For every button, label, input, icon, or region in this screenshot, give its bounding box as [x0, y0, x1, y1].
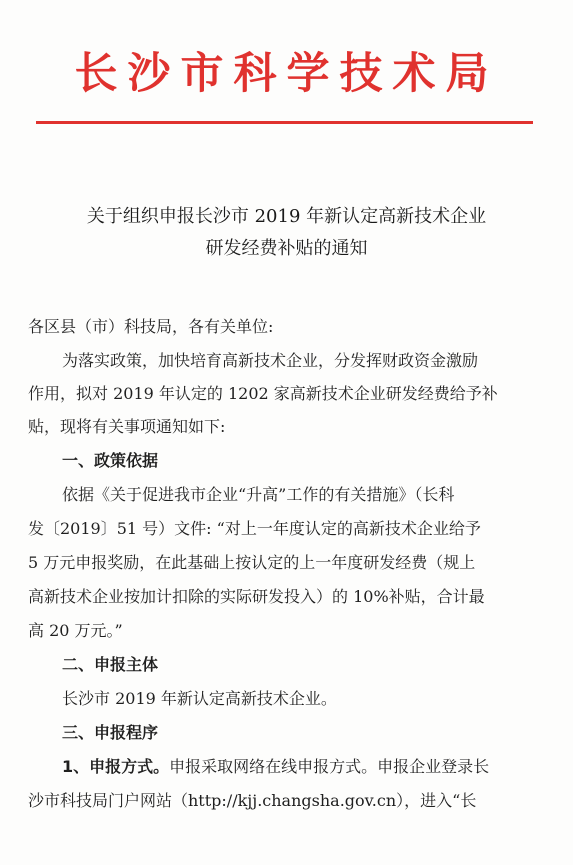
- section-2-text: 长沙市 2019 年新认定高新技术企业。: [62, 689, 337, 708]
- section-3-item-1-label: 1、申报方式。: [62, 757, 170, 776]
- section-3-item-1-line-1: [62, 756, 548, 778]
- section-1-line-5: 高 20 万元。”: [28, 621, 123, 640]
- section-1-line-2: 发〔2019〕51 号）文件: “对上一年度认定的高新技术企业给予: [28, 519, 481, 538]
- notice-title-line-2: 研发经费补贴的通知: [205, 238, 368, 259]
- intro-line-1: 为落实政策，加快培育高新技术企业，分发挥财政资金激励: [62, 351, 479, 370]
- salutation: 各区县（市）科技局，各有关单位:: [28, 317, 274, 336]
- section-3-heading: 三、申报程序: [62, 723, 159, 742]
- section-1-line-3: 5 万元申报奖励，在此基础上按认定的上一年度研发经费（规上: [28, 553, 476, 572]
- section-3-item-1-text: 申报采取网络在线申报方式。申报企业登录长: [169, 757, 490, 776]
- section-1-line-1: 依据《关于促进我市企业“升高”工作的有关措施》（长科: [62, 485, 455, 504]
- masthead-divider: [36, 121, 533, 124]
- section-3-item-1-line-2: 沙市科技局门户网站（http://kjj.changsha.gov.cn），进入“长: [28, 791, 477, 810]
- section-1-heading: 一、政策依据: [62, 451, 159, 470]
- section-1-line-4: 高新技术企业按加计扣除的实际研发投入）的 10%补贴，合计最: [28, 587, 485, 606]
- masthead-title: 长沙市科学技术局: [74, 49, 499, 99]
- intro-line-3: 贴，现将有关事项通知如下:: [28, 417, 226, 436]
- intro-line-2: 作用，拟对 2019 年认定的 1202 家高新技术企业研发经费给予补: [28, 384, 498, 403]
- section-2-heading: 二、申报主体: [62, 655, 159, 674]
- notice-title-line-1: 关于组织申报长沙市 2019 年新认定高新技术企业: [86, 206, 487, 227]
